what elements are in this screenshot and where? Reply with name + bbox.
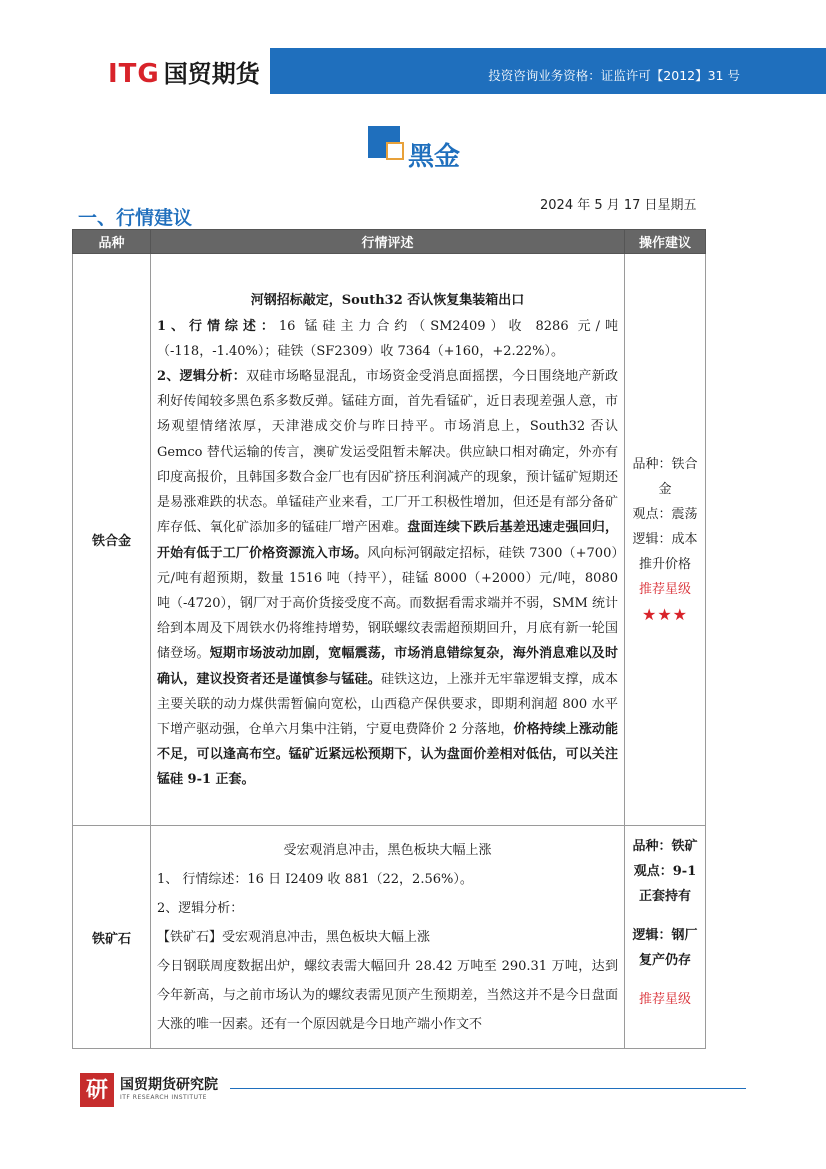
logo-itg-text: ITG [108,59,160,89]
row-review-iron-ore [151,826,625,1049]
iron-paragraph-3: 【铁矿石】受宏观消息冲击，黑色板块大幅上涨 [157,930,431,945]
institute-subtitle: ITF RESEARCH INSTITUTE [120,1094,207,1101]
page-title: 黑金 [408,142,461,172]
review-paragraph-2 [157,364,618,792]
report-date: 2024 年 5 月 17 日星期五 [540,198,697,213]
iron-op-view: 观点：9-1 正套持有 [633,864,697,904]
p2-bold-a: 盘面连续下跌后基差迅速走强回归，开始有低于工厂价格资源流入市场。 [157,520,618,561]
row-review-ferroalloy [151,254,625,826]
row-kind-ferroalloy: 铁合金 [73,254,151,826]
itg-logo [108,54,260,89]
table-row [73,826,706,1049]
institute-name: 国贸期货研究院 [120,1077,218,1093]
iron-paragraph-1: 1、 行情综述：16 日 I2409 收 881（22，2.56%）。 [157,872,473,887]
p2-text-c: 硅铁这边，上涨并无牢靠逻辑支撑，成本主要关联的动力煤供需暂偏向宽松，山西稳产保供要求，即期利润超 800 水平下增产驱动强，仓单六月集中注销，宁夏电费降价 2 分落地， [157,671,618,737]
row-op-ferroalloy [625,254,706,826]
op-logic: 逻辑：成本推升价格 [632,532,698,572]
qualification-text: 投资咨询业务资格：证监许可【2012】31 号 [488,68,740,83]
star-rating-icon: ★★★ [641,605,689,624]
section-title: 一、行情建议 [78,207,193,229]
p2-bold-c: 价格持续上涨动能不足，可以逢高布空。锰矿近紧远松预期下，认为盘面价差相对低估，可以关注锰硅 9-1 正套。 [157,721,618,788]
iron-paragraph-2: 2、逻辑分析： [157,901,244,916]
row-op-iron-ore [625,826,706,1049]
op-view: 观点：震荡 [632,507,698,522]
iron-op-star-label: 推荐星级 [638,992,691,1007]
table-header-row [73,230,706,254]
table-row [73,254,706,826]
p1-text: 16 锰硅主力合约（SM2409）收 8286 元/吨（-118，-1.40%）；硅铁（SF2309）收 7364（+160，+2.22%）。 [157,318,618,359]
iron-paragraph-4: 今日钢联周度数据出炉，螺纹表需大幅回升 28.42 万吨至 290.31 万吨，达到今年新高，与之前市场认为的螺纹表需见顶产生预期差，当然这并不是今日盘面大涨的唯一因素。还有一个原因就是今日地产端小作文不 [157,959,618,1032]
op-kind: 品种：铁合金 [632,457,698,497]
op-star-label: 推荐星级 [638,582,691,597]
logo-cn-text: 国贸期货 [163,60,260,88]
review-paragraph-1 [157,314,618,364]
iron-op-logic: 逻辑：钢厂复产仍存 [632,928,698,968]
header-operation: 操作建议 [625,230,706,254]
title-square-inner-icon [386,142,404,160]
p1-label: 1、行情综述： [157,318,279,334]
review-headline: 河钢招标敲定，South32 否认恢复集装箱出口 [250,293,525,309]
footer-divider [230,1088,746,1089]
header-review: 行情评述 [151,230,625,254]
p2-label: 2、逻辑分析： [157,369,247,385]
header-band [0,48,826,94]
p2-text-b: 风向标河钢敲定招标，硅铁 7300（+700）元/吨有超预期，数量 1516 吨（持平），硅锰 8000（+2000）元/吨，8080 吨（-4720），钢厂对于高价货接受度不高。而数据看需求端并不弱，SMM 统计给到本周及下周铁水仍将维持增势，钢联螺纹表需超预期回升，月底有新一轮国储登场。 [157,545,618,662]
header-kind: 品种 [73,230,151,254]
row-kind-iron-ore: 铁矿石 [73,826,151,1049]
header-logo-area [0,48,270,94]
iron-op-kind: 品种：铁矿 [632,839,698,854]
recommendation-table [72,229,706,1049]
p2-bold-b: 短期市场波动加剧，宽幅震荡，市场消息错综复杂，海外消息难以及时确认，建议投资者还是谨慎参与锰硅。 [157,646,618,687]
iron-headline: 受宏观消息冲击，黑色板块大幅上涨 [283,843,492,858]
p2-text-a: 双硅市场略显混乱，市场资金受消息面摇摆，今日围绕地产新政利好传闻较多黑色系多数反弹。锰硅方面，首先看锰矿，近日表现差强人意，市场观望情绪浓厚，天津港成交价与昨日持平。市场消息上，South32 否认 Gemco 替代运输的传言，澳矿发运受阻暂未解决。供应缺口相对确定，外亦有印度高报价，且韩国多数合金厂也有因矿挤压利润减产的现象，预计锰矿短期还是易涨难跌的状态。单锰硅产业来看，工厂开工积极性增加，但还是有部分备矿库存低、氧化矿添加多的锰硅厂增产困难。 [157,369,618,536]
institute-logo: 研 [80,1073,114,1107]
